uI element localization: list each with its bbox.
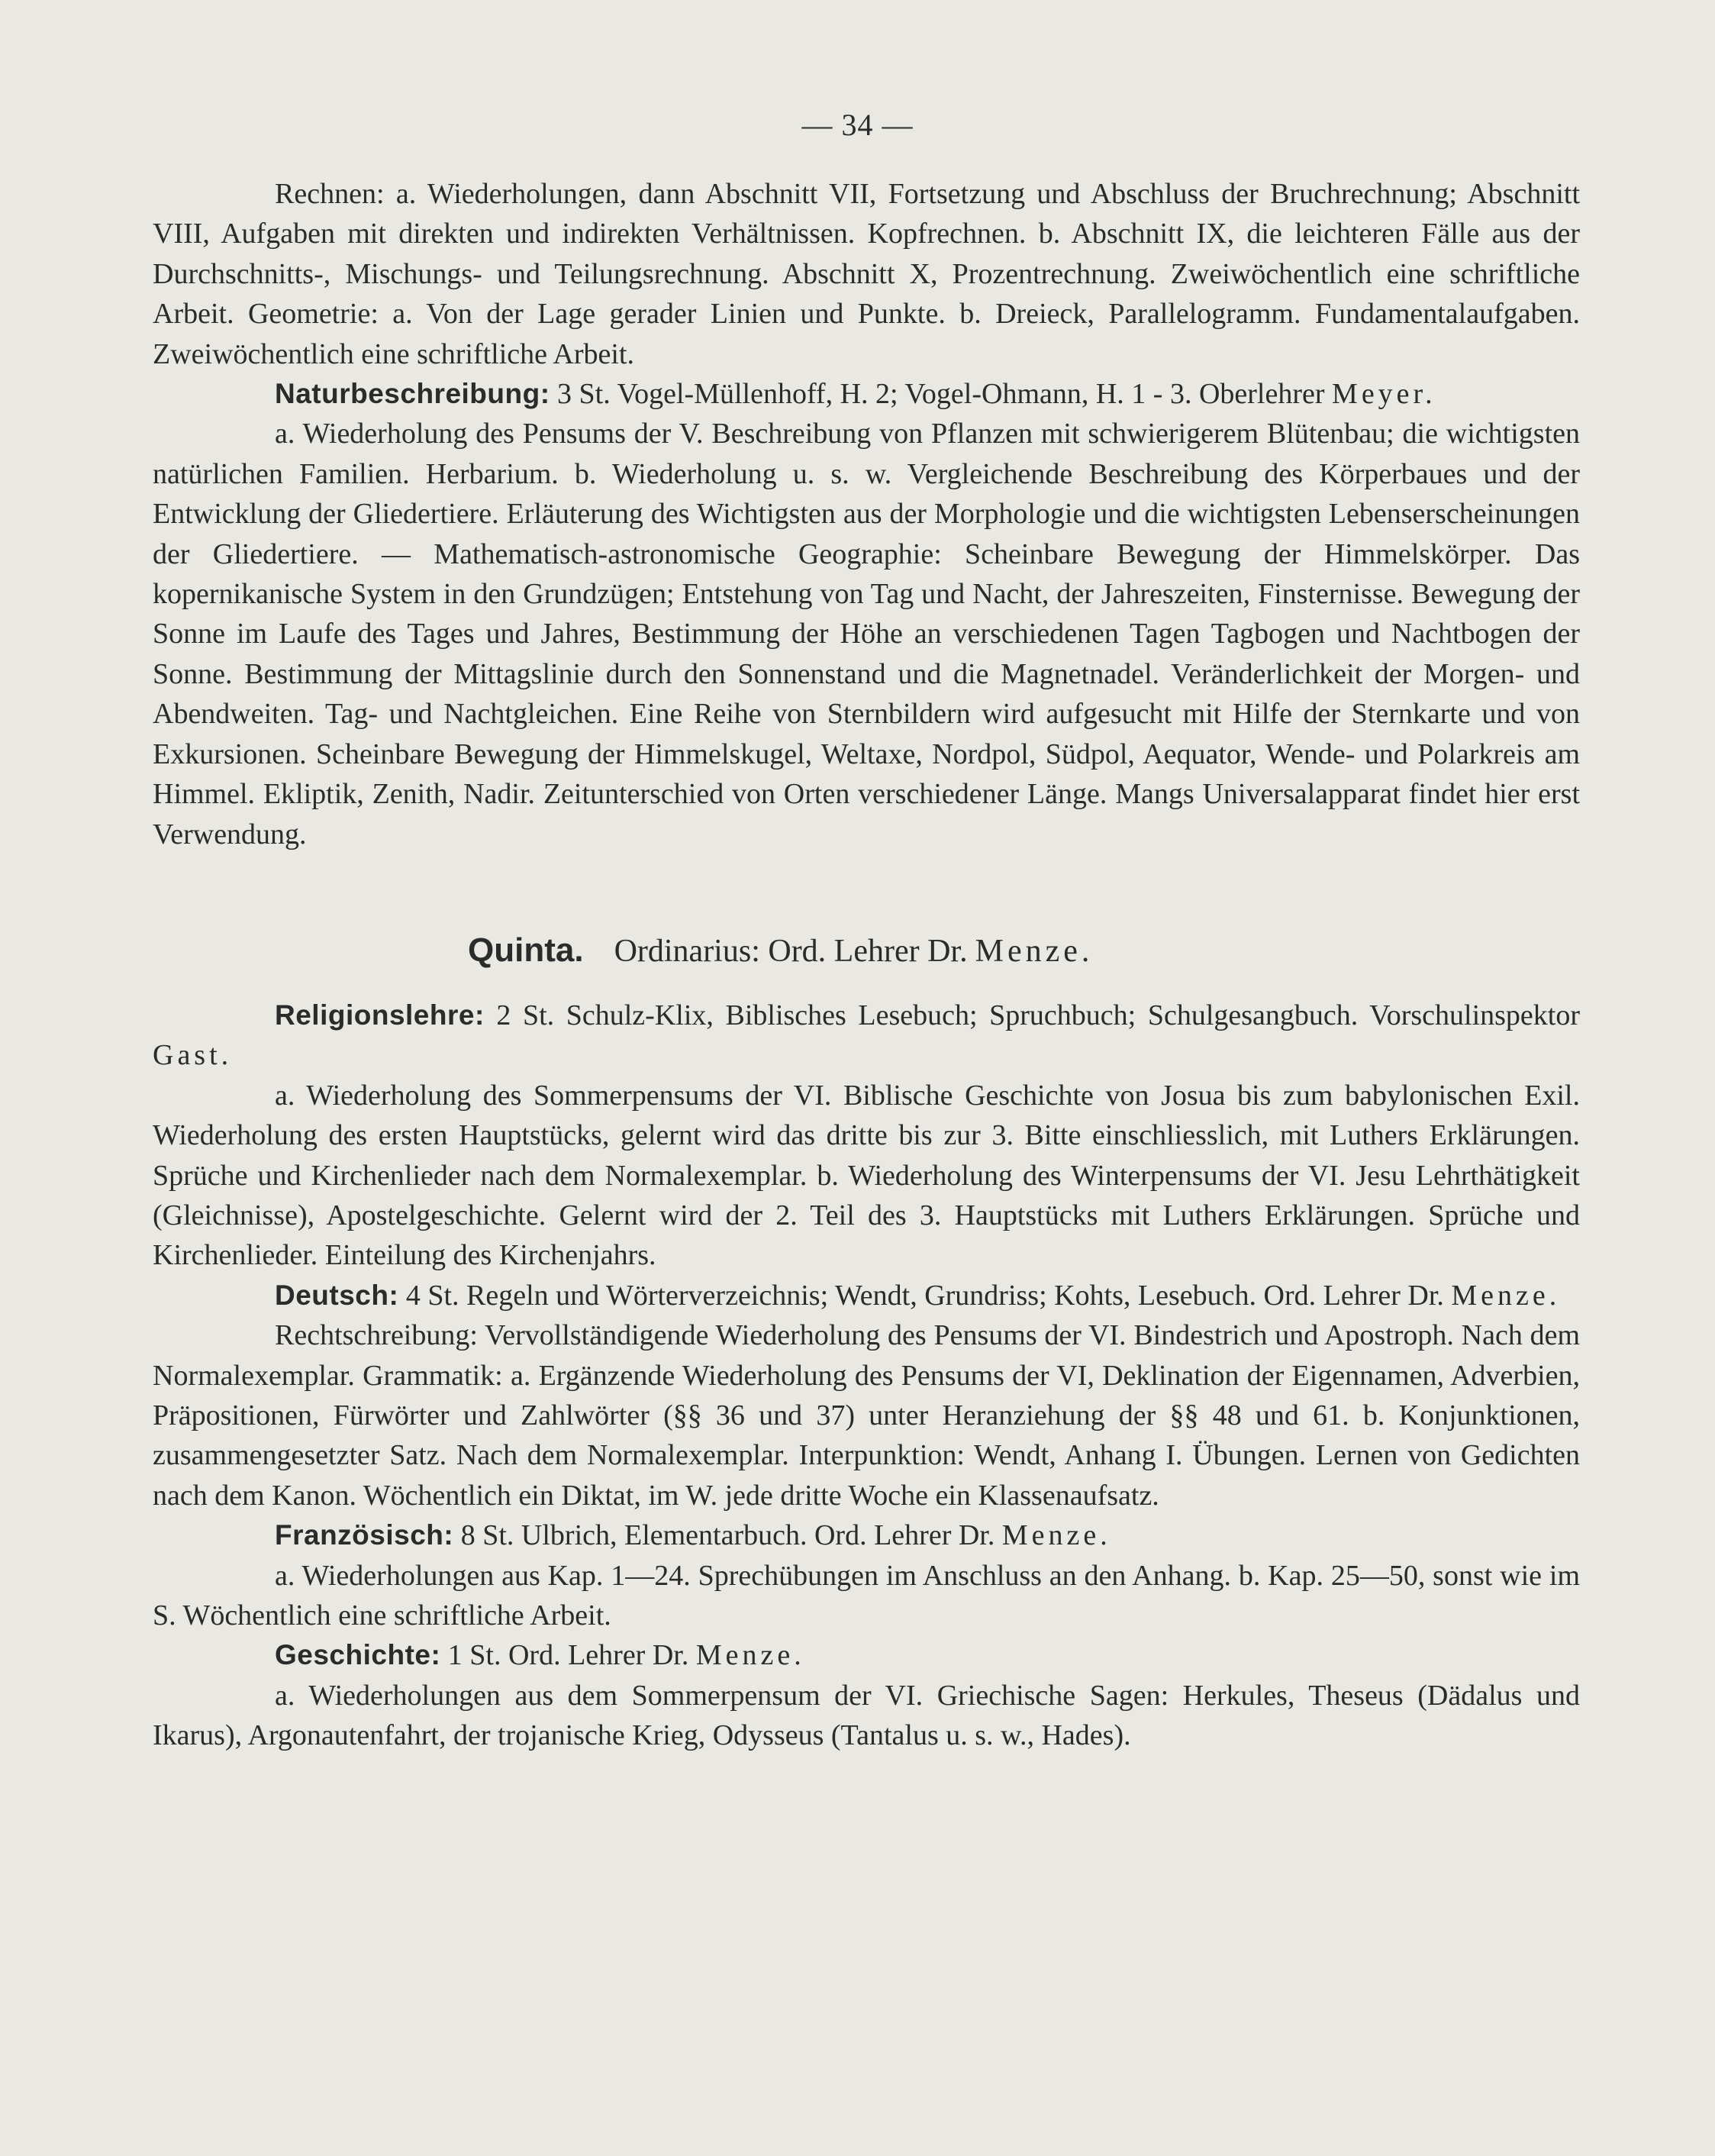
religionslehre-label: Religionslehre: — [275, 999, 485, 1031]
deutsch-header — [153, 1276, 1580, 1315]
franzoesisch-teacher: Menze. — [1001, 1519, 1111, 1552]
geschichte-label: Geschichte: — [275, 1639, 441, 1671]
naturbeschreibung-header-text: 3 St. Vogel-Müllenhoff, H. 2; Vogel-Ohmann, H. 1 - 3. Oberlehrer — [557, 378, 1325, 411]
geschichte-body: a. Wiederholungen aus dem Sommerpensum der VI. Griechische Sagen: Herkules, Theseus (Dädalus und Ikarus), Argonautenfahrt, der trojanische Krieg, Odysseus (Tantalus u. s. w., Hades). — [153, 1679, 1580, 1752]
page-number: — 34 — — [801, 108, 914, 142]
religionslehre-header-text: 2 St. Schulz-Klix, Biblisches Lesebuch; Spruchbuch; Schulgesangbuch. Vorschulinspektor — [496, 999, 1580, 1031]
geschichte-header-text: 1 St. Ord. Lehrer Dr. — [447, 1639, 689, 1672]
franzoesisch-header — [153, 1515, 1580, 1555]
franzoesisch-header-text: 8 St. Ulbrich, Elementarbuch. Ord. Lehrer Dr. — [460, 1519, 995, 1552]
quinta-heading — [153, 928, 1580, 974]
rechnen-paragraph: Rechnen: a. Wiederholungen, dann Abschnitt VII, Fortsetzung und Abschluss der Bruchrechnung; Abschnitt VIII, Aufgaben mit direkten und indirekten Verhältnissen. Kopfrechnen. b. Abschnitt IX, die leichteren Fälle aus der Durchschnitts-, Mischungs- und Teilungsrechnung. Abschnitt X, Prozentrechnung. Zweiwöchentlich eine schriftliche Arbeit. Geometrie: a. Von der Lage gerader Linien und Punkte. b. Dreieck, Parallelogramm. Fundamentalaufgaben. Zweiwöchentlich eine schriftliche Arbeit. — [153, 178, 1580, 370]
geschichte-teacher: Menze. — [695, 1639, 805, 1672]
religionslehre-teacher: Gast. — [153, 1039, 233, 1072]
quinta-ordinarius: Ordinarius: Ord. Lehrer Dr. — [614, 933, 968, 969]
page-body — [153, 174, 1580, 1756]
franzoesisch-body: a. Wiederholungen aus Kap. 1—24. Sprechübungen im Anschluss an den Anhang. b. Kap. 25—50, sonst wie im S. Wöchentlich eine schriftliche Arbeit. — [153, 1559, 1580, 1632]
naturbeschreibung-header — [153, 374, 1580, 414]
naturbeschreibung-teacher: Meyer. — [1332, 378, 1436, 411]
deutsch-teacher: Menze. — [1451, 1279, 1561, 1312]
quinta-title: Quinta. — [468, 931, 584, 969]
deutsch-body: Rechtschreibung: Vervollständigende Wiederholung des Pensums der VI. Bindestrich und Apostroph. Nach dem Normalexemplar. Grammatik: a. Ergänzende Wiederholung des Pensums der VI, Deklination der Eigennamen, Adverbien, Präpositionen, Fürwörter und Zahlwörter (§§ 36 und 37) unter Heranziehung der §§ 48 und 61. b. Konjunktionen, zusammengesetzter Satz. Nach dem Normalexemplar. Interpunktion: Wendt, Anhang I. Übungen. Lernen von Gedichten nach dem Kanon. Wöchentlich ein Diktat, im W. jede dritte Woche ein Klassenaufsatz. — [153, 1319, 1580, 1512]
naturbeschreibung-body: a. Wiederholung des Pensums der V. Beschreibung von Pflanzen mit schwierigerem Blütenbau; die wichtigsten natürlichen Familien. Herbarium. b. Wiederholung u. s. w. Vergleichende Beschreibung des Körperbaues und der Entwicklung der Gliedertiere. Erläuterung des Wichtigsten aus der Morphologie und die wichtigsten Lebenserscheinungen der Gliedertiere. — Mathematisch-astronomische Geographie: Scheinbare Bewegung der Himmelskörper. Das kopernikanische System in den Grundzügen; Entstehung von Tag und Nacht, der Jahreszeiten, Finsternisse. Bewegung der Sonne im Laufe des Tages und Jahres, Bestimmung der Höhe an verschiedenen Tagen Tagbogen und Nachtbogen der Sonne. Bestimmung der Mittagslinie durch den Sonnenstand und die Magnetnadel. Veränderlichkeit der Morgen- und Abendweiten. Tag- und Nachtgleichen. Eine Reihe von Sternbildern wird aufgesucht mit Hilfe der Sternkarte und von Exkursionen. Scheinbare Bewegung der Himmelskugel, Weltaxe, Nordpol, Südpol, Aequator, Wende- und Polarkreis am Himmel. Ekliptik, Zenith, Nadir. Zeitunterschied von Orten verschiedener Länge. Mangs Universalapparat findet hier erst Verwendung. — [153, 418, 1580, 850]
naturbeschreibung-label: Naturbeschreibung: — [275, 378, 550, 410]
quinta-teacher: Menze. — [975, 933, 1094, 969]
deutsch-header-text: 4 St. Regeln und Wörterverzeichnis; Wendt, Grundriss; Kohts, Lesebuch. Ord. Lehrer Dr. — [405, 1279, 1444, 1312]
geschichte-header — [153, 1635, 1580, 1675]
religionslehre-header — [153, 996, 1580, 1076]
religionslehre-body: a. Wiederholung des Sommerpensums der VI. Biblische Geschichte von Josua bis zum babylonischen Exil. Wiederholung des ersten Hauptstücks, gelernt wird das dritte bis zur 3. Bitte einschliesslich, mit Luthers Erklärungen. Sprüche und Kirchenlieder nach dem Normalexemplar. b. Wiederholung des Winterpensums der VI. Jesu Lehrthätigkeit (Gleichnisse), Apostelgeschichte. Gelernt wird der 2. Teil des 3. Hauptstücks mit Luthers Erklärungen. Sprüche und Kirchenlieder. Einteilung des Kirchenjahrs. — [153, 1079, 1580, 1272]
franzoesisch-label: Französisch: — [275, 1519, 454, 1551]
deutsch-label: Deutsch: — [275, 1279, 399, 1311]
